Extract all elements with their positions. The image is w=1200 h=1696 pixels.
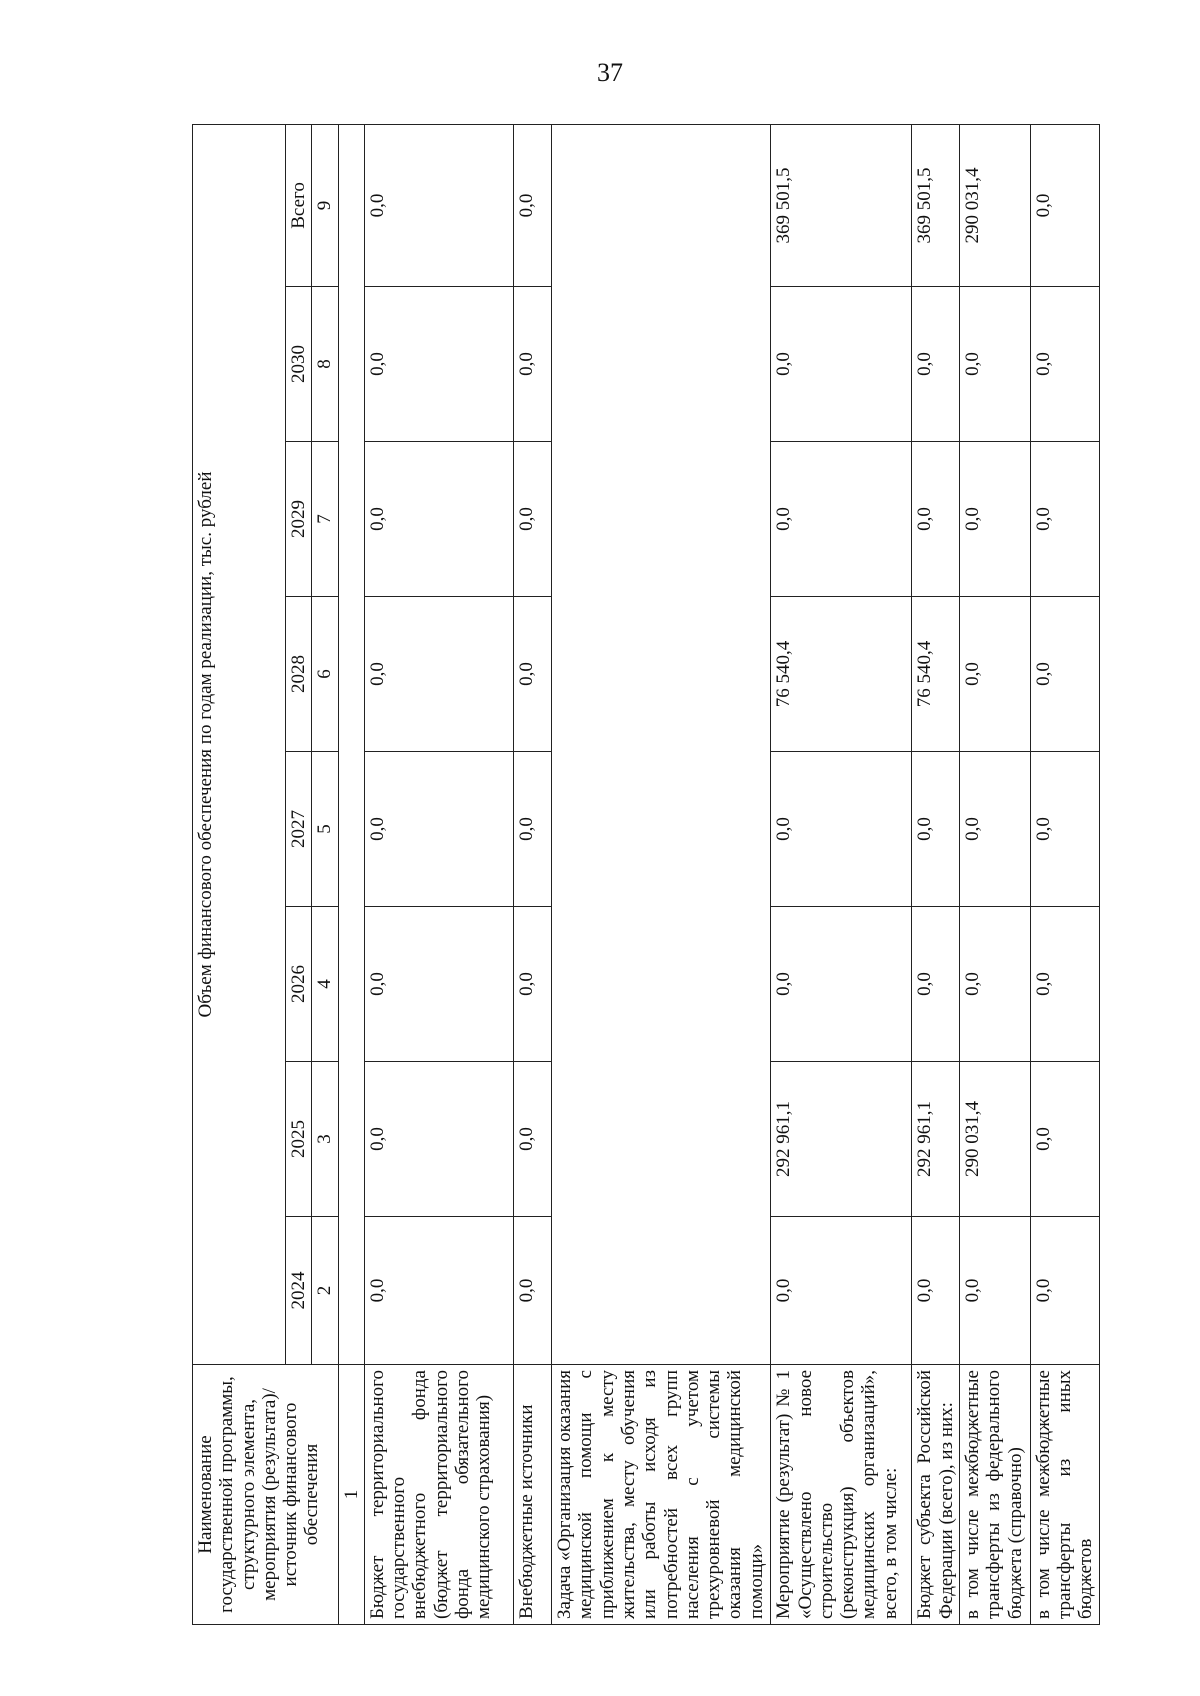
value-cell: 0,0 — [364, 907, 513, 1062]
total-cell: 369 501,5 — [771, 124, 912, 286]
total-cell: 0,0 — [364, 124, 513, 286]
value-cell: 0,0 — [1030, 597, 1099, 752]
value-cell: 0,0 — [513, 597, 551, 752]
table-row — [960, 124, 1030, 1624]
value-cell: 0,0 — [960, 442, 1030, 597]
column-number: 3 — [312, 1062, 338, 1217]
value-cell: 292 961,1 — [771, 1062, 912, 1217]
year-header: 2025 — [285, 1062, 311, 1217]
row-name: в том числе межбюджетные трансферты из федерального бюджета (справочно) — [960, 1365, 1030, 1625]
table-row — [513, 124, 551, 1624]
page-number: 37 — [597, 58, 623, 87]
value-cell: 0,0 — [912, 1217, 960, 1365]
column-number: 1 — [338, 1365, 364, 1625]
value-cell: 0,0 — [1030, 287, 1099, 442]
column-number-row-first — [338, 124, 364, 1624]
total-cell: 369 501,5 — [912, 124, 960, 286]
value-cell: 0,0 — [513, 1062, 551, 1217]
value-cell: 290 031,4 — [960, 1062, 1030, 1217]
value-cell: 0,0 — [912, 907, 960, 1062]
value-cell: 0,0 — [960, 752, 1030, 907]
column-number: 4 — [312, 907, 338, 1062]
total-cell: 290 031,4 — [960, 124, 1030, 286]
value-cell: 0,0 — [1030, 1217, 1099, 1365]
year-header: 2030 — [285, 287, 311, 442]
value-cell: 0,0 — [364, 597, 513, 752]
value-cell: 0,0 — [771, 1217, 912, 1365]
value-cell: 0,0 — [513, 907, 551, 1062]
row-name: Бюджет территориального государственного внебюджетного фонда (бюджет территориального фонда обязательного медицинского страхования) — [364, 1365, 513, 1625]
value-cell: 0,0 — [513, 287, 551, 442]
value-cell: 0,0 — [1030, 752, 1099, 907]
value-cell: 0,0 — [513, 442, 551, 597]
value-cell: 0,0 — [513, 752, 551, 907]
table-row — [1030, 124, 1099, 1624]
column-number: 6 — [312, 597, 338, 752]
year-header: 2024 — [285, 1217, 311, 1365]
value-cell: 0,0 — [1030, 907, 1099, 1062]
value-cell: 292 961,1 — [912, 1062, 960, 1217]
value-cell: 0,0 — [1030, 1062, 1099, 1217]
value-cell: 0,0 — [771, 442, 912, 597]
column-number: 9 — [312, 124, 338, 286]
header-group-title: Объем финансового обеспечения по годам реализации, тыс. рублей — [193, 124, 286, 1364]
value-cell: 0,0 — [364, 1217, 513, 1365]
value-cell: 0,0 — [1030, 442, 1099, 597]
row-name: Бюджет субъекта Российской Федерации (всего), из них: — [912, 1365, 960, 1625]
value-cell: 0,0 — [364, 442, 513, 597]
value-cell: 0,0 — [771, 907, 912, 1062]
value-cell: 0,0 — [960, 907, 1030, 1062]
year-header: 2028 — [285, 597, 311, 752]
year-header: 2029 — [285, 442, 311, 597]
value-cell: 0,0 — [364, 287, 513, 442]
total-cell: 0,0 — [1030, 124, 1099, 286]
column-number: 2 — [312, 1217, 338, 1365]
value-cell: 0,0 — [960, 1217, 1030, 1365]
value-cell: 0,0 — [771, 752, 912, 907]
year-header: 2027 — [285, 752, 311, 907]
value-cell: 0,0 — [364, 1062, 513, 1217]
empty-cell — [338, 124, 364, 1364]
value-cell: 0,0 — [912, 442, 960, 597]
row-name: в том числе межбюджетные трансферты из иных бюджетов — [1030, 1365, 1099, 1625]
rotated-table-wrapper — [192, 125, 1100, 1625]
value-cell: 0,0 — [912, 287, 960, 442]
table-row — [552, 124, 771, 1624]
column-number: 7 — [312, 442, 338, 597]
financing-table — [192, 124, 1100, 1625]
value-cell: 76 540,4 — [912, 597, 960, 752]
value-cell: 0,0 — [912, 752, 960, 907]
total-cell: 0,0 — [513, 124, 551, 286]
column-number: 5 — [312, 752, 338, 907]
table-row — [771, 124, 912, 1624]
empty-cell — [552, 124, 771, 1364]
table-row — [912, 124, 960, 1624]
row-name: Внебюджетные источники — [513, 1365, 551, 1625]
table-row — [364, 124, 513, 1624]
column-number: 8 — [312, 287, 338, 442]
value-cell: 0,0 — [960, 287, 1030, 442]
total-header: Всего — [285, 124, 311, 286]
header-name-cell: Наименование государственной программы, структурного элемента, мероприятия (результата)/источник финансового обеспечения — [193, 1365, 339, 1625]
value-cell: 0,0 — [771, 287, 912, 442]
value-cell: 0,0 — [513, 1217, 551, 1365]
value-cell: 76 540,4 — [771, 597, 912, 752]
year-header: 2026 — [285, 907, 311, 1062]
row-name: Мероприятие (результат) № 1 «Осуществлено новое строительство (реконструкция) объектов медицинских организаций», всего, в том числе: — [771, 1365, 912, 1625]
value-cell: 0,0 — [364, 752, 513, 907]
row-name: Задача «Организация оказания медицинской помощи с приближением к месту жительства, месту обучения или работы исходя из потребностей всех групп населения с учетом трехуровневой системы оказания медицинской помощи» — [552, 1365, 771, 1625]
header-row — [193, 124, 286, 1624]
value-cell: 0,0 — [960, 597, 1030, 752]
